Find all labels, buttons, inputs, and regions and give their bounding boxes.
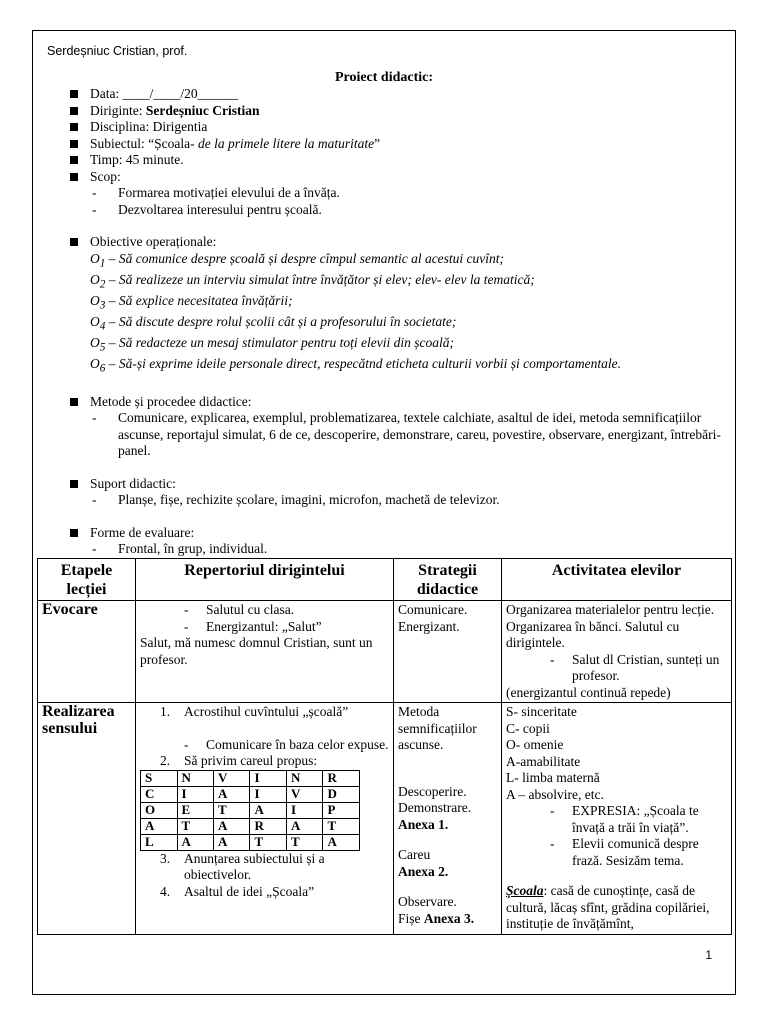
objective-item: $O_4$ – Să discute despre rolul școlii cât și a profesorului în societate;: [90, 314, 457, 333]
scop-label: Scop:: [90, 168, 121, 184]
grid-cell: A: [323, 834, 360, 850]
grid-cell: L: [141, 834, 178, 850]
bullet-icon: [70, 173, 78, 181]
header-repertoriul: Repertoriul dirigintelui: [136, 559, 394, 601]
act-evocare: Organizarea materialelor pentru lecție. Organizarea în bănci. Salutul cu dirigintele. - Salut dl Cristian, sunteți un profesor. (energizantul continuă repede): [502, 601, 732, 703]
rep-evocare: - Salutul cu clasa. - Energizantul: „Salut” Salut, mă numesc domnul Cristian, sunt un profesor.: [136, 601, 394, 703]
grid-cell: A: [286, 818, 322, 834]
grid-cell: N: [286, 770, 322, 786]
grid-cell: R: [323, 770, 360, 786]
stage-realizare: Realizarea sensului: [38, 703, 136, 935]
grid-cell: A: [177, 834, 213, 850]
meta-metode: [70, 394, 730, 411]
grid-cell: I: [250, 770, 286, 786]
subiect-end: ”: [374, 135, 381, 151]
table-row-evocare: [38, 601, 732, 703]
meta-obiective: [70, 234, 730, 251]
objective-item: $O_3$ – Să explice necesitatea învățării;: [90, 292, 293, 312]
rep-realizare: 1. Acrostihul cuvîntului „școală” - Comunicare în baza celor expuse. 2. Să privim careul propus: S N V I N R C I A I V D O E T A I P A T A R A T L A A T T A 3. Anunțarea subiectului și a obiectivelor. 4. Asaltul de idei „Școala”: [136, 703, 394, 935]
grid-cell: T: [286, 834, 322, 850]
grid-cell: I: [286, 802, 322, 818]
suport-text: - Planșe, fișe, rechizite școlare, imagini, microfon, machetă de televizor.: [92, 492, 500, 508]
stage-evocare: Evocare: [38, 601, 136, 703]
meta-diriginte: [70, 103, 730, 120]
lesson-table: [37, 558, 732, 935]
meta-date: [70, 86, 730, 103]
grid-cell: T: [250, 834, 286, 850]
bullet-icon: [70, 529, 78, 537]
scop-item: - Dezvoltarea interesului pentru școală.: [92, 201, 322, 217]
forme-label: Forme de evaluare:: [90, 524, 195, 540]
objectives-list: [70, 251, 730, 378]
bullet-icon: [70, 140, 78, 148]
grid-cell: A: [141, 818, 178, 834]
letter-grid: [140, 770, 360, 851]
page-number: 1: [705, 948, 712, 962]
grid-cell: V: [286, 786, 322, 802]
meta-section: [70, 86, 730, 558]
header-etapele: Etapele lecției: [38, 559, 136, 601]
disciplina-text: Disciplina: Dirigentia: [90, 119, 208, 134]
header-activitatea: Activitatea elevilor: [502, 559, 732, 601]
date-text: Data: ____/____/20______: [90, 86, 239, 101]
forme-text: - Frontal, în grup, individual.: [92, 541, 268, 557]
timp-text: Timp: 45 minute.: [90, 152, 184, 167]
grid-cell: S: [141, 770, 178, 786]
grid-cell: A: [214, 786, 250, 802]
grid-cell: T: [177, 818, 213, 834]
table-header-row: [38, 559, 732, 601]
grid-cell: P: [323, 802, 360, 818]
bullet-icon: [70, 480, 78, 488]
grid-cell: T: [323, 818, 360, 834]
subiect-title: de la primele litere la maturitate: [197, 135, 375, 151]
grid-cell: V: [214, 770, 250, 786]
objective-item: $O_1$ – Să comunice despre școală și despre cîmpul semantic al acestui cuvînt;: [90, 250, 505, 270]
grid-cell: T: [214, 802, 250, 818]
table-row-realizare: [38, 703, 732, 935]
grid-cell: A: [214, 834, 250, 850]
grid-cell: A: [250, 802, 286, 818]
meta-timp: [70, 152, 730, 169]
bullet-icon: [70, 90, 78, 98]
obiective-label: Obiective operaționale:: [90, 234, 217, 249]
objective-item: $O_5$ – Să redacteze un mesaj stimulator pentru toți elevii din școală;: [90, 335, 454, 354]
bullet-icon: [70, 398, 78, 406]
document-title: Proiect didactic:: [334, 70, 434, 85]
metode-text: - Comunicare, explicarea, exemplul, problematizarea, textele calchiate, asaltul de idei, metoda semnificațiilor ascunse, reportajul simulat, 6 de ce, descoperire, demonstrare, careu, povestire, observare, energizant, întrebări- panel.: [92, 410, 721, 459]
grid-cell: R: [250, 818, 286, 834]
meta-subiect: [70, 136, 730, 153]
meta-disciplina: [70, 119, 730, 136]
diriginte-name: Serdeșniuc Cristian: [145, 102, 260, 118]
meta-suport: [70, 476, 730, 493]
bullet-icon: [70, 156, 78, 164]
author-line: Serdeșniuc Cristian, prof.: [47, 44, 188, 58]
diriginte-label: Diriginte:: [90, 102, 146, 118]
scop-item: - Formarea motivației elevului de a învăța.: [92, 185, 340, 200]
header-strategii: Strategii didactice: [394, 559, 502, 601]
suport-label: Suport didactic:: [90, 475, 176, 491]
strat-evocare: Comunicare. Energizant.: [394, 601, 502, 703]
grid-cell: I: [250, 786, 286, 802]
bullet-icon: [70, 238, 78, 246]
grid-cell: O: [141, 802, 178, 818]
meta-forme: [70, 525, 730, 542]
grid-cell: D: [323, 786, 360, 802]
strat-realizare: Metoda semnificațiilor ascunse. Descoperire. Demonstrare. Anexa 1. Careu Anexa 2. Observare. Fișe Anexa 3.: [394, 703, 502, 935]
subiect-label: Subiectul: “Școala-: [90, 135, 198, 151]
grid-cell: C: [141, 786, 178, 802]
objective-item: $O_6$ – Să-și exprime ideile personale direct, respecătnd eticheta culturii vorbii și comportamentale.: [90, 356, 622, 376]
bullet-icon: [70, 123, 78, 131]
bullet-icon: [70, 107, 78, 115]
grid-cell: N: [177, 770, 213, 786]
grid-cell: I: [177, 786, 213, 802]
grid-cell: A: [214, 818, 250, 834]
objective-item: $O_2$ – Să realizeze un interviu simulat între învățător și elev; elev- elev la tematică;: [90, 271, 535, 291]
grid-cell: E: [177, 802, 213, 818]
metode-label: Metode și procedee didactice:: [90, 393, 252, 409]
act-realizare: S- sinceritate C- copii O- omenie A-amabilitate L- limba maternă A – absolvire, etc. - EXPRESIA: „Școala te învață a trăi în viață”. - Elevii comunică despre frază. Sesizăm tema. Școala: casă de cunoștințe, casă de cultură, lăcaș sfînt, grădina copilăriei, instituție de învățămînt,: [502, 703, 732, 935]
meta-scop: [70, 169, 730, 186]
